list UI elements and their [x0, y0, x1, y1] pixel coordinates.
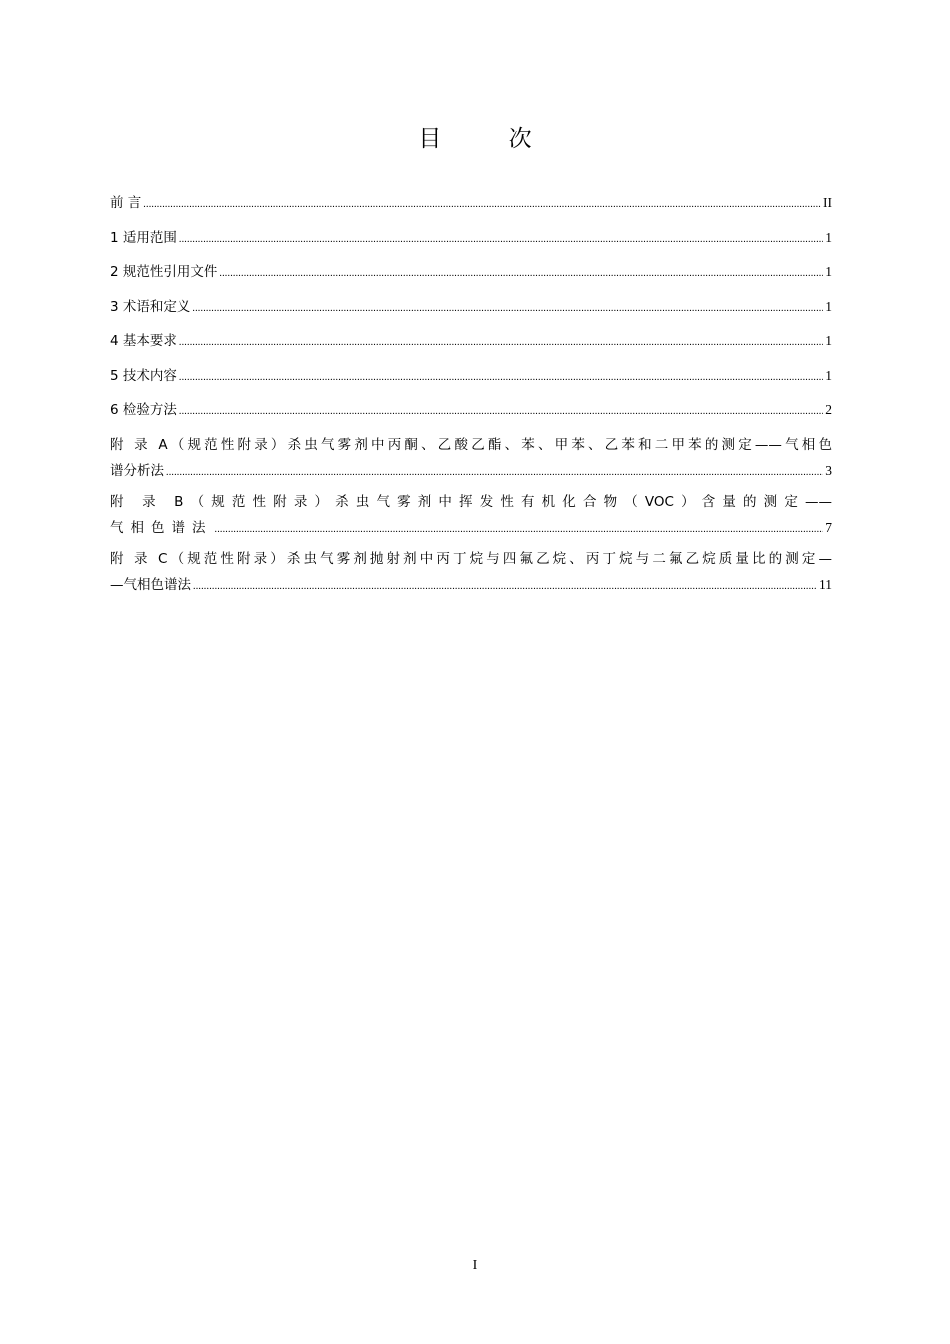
- leader-dots: [179, 335, 823, 351]
- toc-page: II: [823, 195, 832, 210]
- toc-label-line2: 谱分析法: [110, 462, 164, 479]
- toc-entry-annex-a[interactable]: [110, 435, 832, 481]
- toc-label-line1: 附 录 C（规范性附录）杀虫气雾剂抛射剂中丙丁烷与四氟乙烷、丙丁烷与二氟乙烷质量比的测定—: [110, 550, 832, 567]
- toc-label-line1: 附 录 B（规范性附录）杀虫气雾剂中挥发性有机化合物（VOC）含量的测定——: [110, 493, 832, 510]
- leader-dots: [179, 232, 823, 248]
- toc-page: 1: [825, 229, 832, 245]
- leader-dots: [192, 301, 823, 317]
- toc-label: 3 术语和定义: [110, 298, 191, 315]
- page-number: I: [472, 1258, 478, 1273]
- toc-label: 5 技术内容: [110, 367, 177, 384]
- toc-page: 11: [819, 576, 832, 592]
- toc-entry-annex-c[interactable]: [110, 549, 832, 595]
- toc-label: 前 言: [110, 195, 142, 211]
- toc-label: 4 基本要求: [110, 333, 177, 349]
- toc-entry-technical-content[interactable]: [110, 366, 832, 386]
- leader-dots: [143, 197, 821, 213]
- leader-dots: [179, 404, 823, 420]
- toc-label-line2: 气相色谱法: [110, 519, 213, 536]
- leader-dots: [179, 370, 823, 386]
- leader-dots: [166, 465, 823, 481]
- toc-page: 1: [825, 333, 832, 348]
- toc-label: 6 检验方法: [110, 402, 177, 418]
- page-title: 目 次: [418, 126, 562, 152]
- toc-entry-foreword[interactable]: [110, 193, 832, 213]
- toc-label: 2 规范性引用文件: [110, 264, 218, 280]
- toc-entry-annex-b[interactable]: [110, 492, 832, 538]
- toc-page: 1: [825, 264, 832, 279]
- toc-entry-normative-references[interactable]: [110, 262, 832, 282]
- toc-entry-basic-requirements[interactable]: [110, 331, 832, 351]
- toc-page: 2: [825, 402, 832, 417]
- toc-page: 1: [825, 298, 832, 314]
- toc-label-line2: —气相色谱法: [110, 576, 191, 593]
- toc-page: 1: [825, 367, 832, 383]
- toc-entry-scope[interactable]: [110, 228, 832, 248]
- leader-dots: [219, 266, 823, 282]
- table-of-contents: [110, 193, 832, 606]
- toc-page: 3: [825, 462, 832, 478]
- toc-label-line1: 附 录 A（规范性附录）杀虫气雾剂中丙酮、乙酸乙酯、苯、甲苯、乙苯和二甲苯的测定——气相色: [110, 436, 832, 453]
- toc-page: 7: [825, 519, 832, 535]
- toc-entry-terms[interactable]: [110, 297, 832, 317]
- leader-dots: [215, 522, 824, 538]
- toc-label: 1 适用范围: [110, 229, 177, 246]
- toc-entry-test-methods[interactable]: [110, 400, 832, 420]
- leader-dots: [193, 579, 817, 595]
